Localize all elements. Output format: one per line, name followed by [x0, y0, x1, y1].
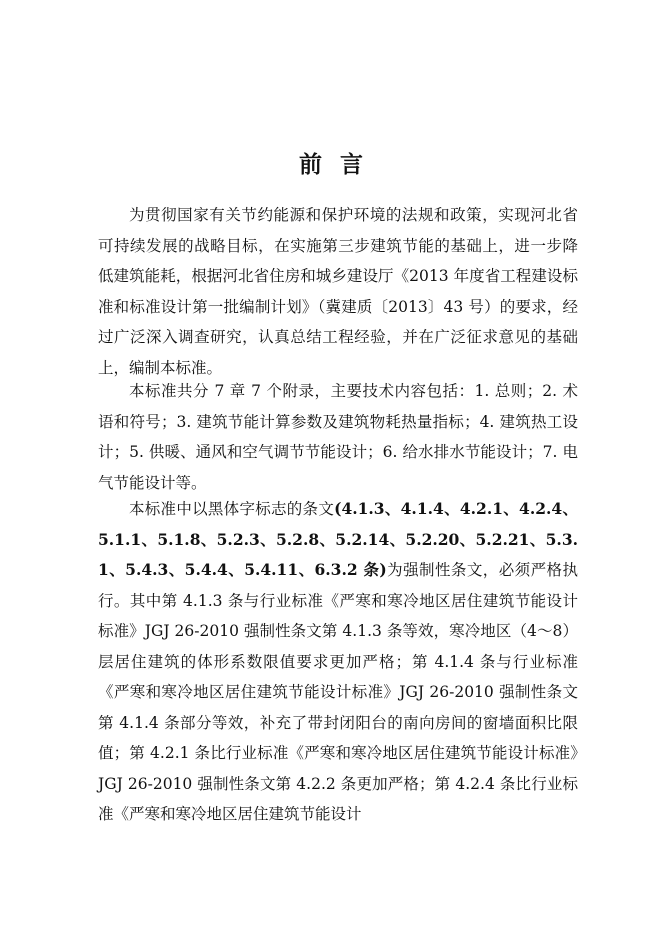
mandatory-lead-text: 本标准中以黑体字标志的条文 [129, 500, 335, 518]
page-title: 前言 [299, 151, 381, 178]
mandatory-clause-list: (4.1.3、4.1.4、4.2.1、4.2.4、5.1.1、5.1.8、5.2.3、5.2.8、5.2.14、5.2.20、5.2.21、5.3.1、5.4.3、5.4.4、5.4.11、6.3.2 条) [98, 499, 578, 579]
preface-paragraph-contents: 本标准共分 7 章 7 个附录，主要技术内容包括：1. 总则；2. 术语和符号；3. 建筑节能计算参数及建筑物耗热量指标；4. 建筑热工设计；5. 供暖、通风和空气调节节能设计；6. 给水排水节能设计；7. 电气节能设计等。 [98, 382, 578, 492]
preface-paragraph-purpose: 为贯彻国家有关节约能源和保护环境的法规和政策，实现河北省可持续发展的战略目标，在实施第三步建筑节能的基础上，进一步降低建筑能耗，根据河北省住房和城乡建设厅《2013 年度省工程建设标准和标准设计第一批编制计划》（冀建质〔2013〕43 号）的要求，经过广泛深入调查研究，认真总结工程经验，并在广泛征求意见的基础上，编制本标准。 [98, 206, 578, 377]
mandatory-detail-text: 为强制性条文，必须严格执行。其中第 4.1.3 条与行业标准《严寒和寒冷地区居住建筑节能设计标准》JGJ 26-2010 强制性条文第 4.1.3 条等效，寒冷地区（4～8）层居住建筑的体形系数限值要求更加严格；第 4.1.4 条与行业标准《严寒和寒冷地区居住建筑节能设计标准》JGJ 26-2010 强制性条文第 4.1.4 条部分等效，补充了带封闭阳台的南向房间的窗墙面积比限值；第 4.2.1 条比行业标准《严寒和寒冷地区居住建筑节能设计标准》JGJ 26-2010 强制性条文第 4.2.2 条更加严格；第 4.2.4 条比行业标准《严寒和寒冷地区居住建筑节能设计 [98, 561, 578, 823]
preface-paragraph-mandatory [98, 494, 578, 830]
